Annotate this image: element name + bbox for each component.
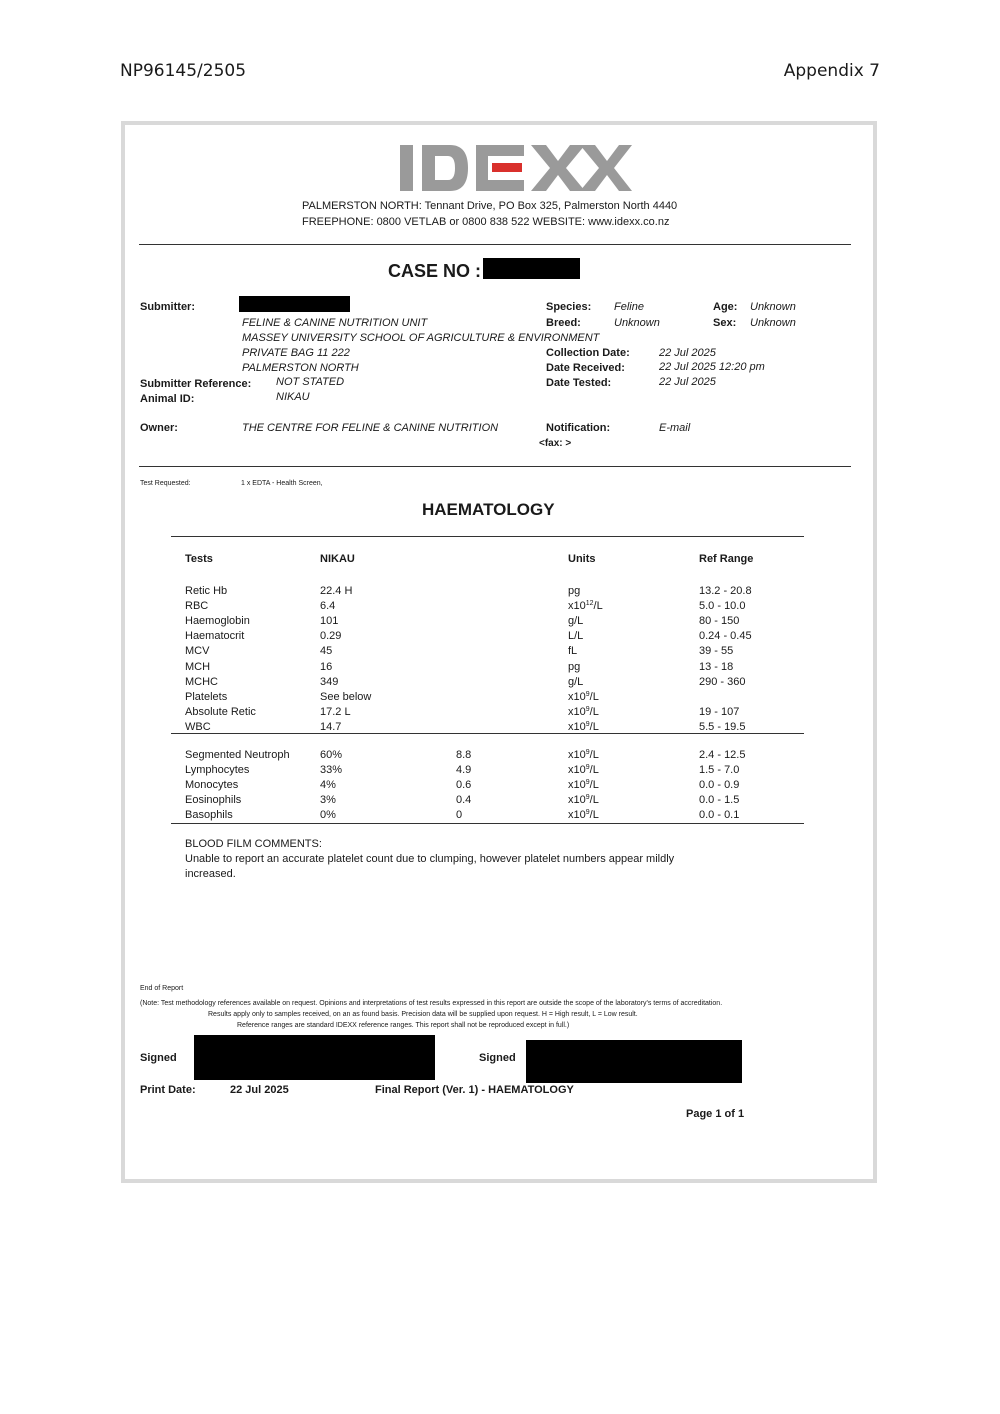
animal-id-value: NIKAU <box>276 391 310 403</box>
reference-range: 1.5 - 7.0 <box>699 764 740 776</box>
submitter-reference-label: Submitter Reference: <box>140 378 252 390</box>
test-name: Platelets <box>185 690 228 703</box>
collection-date-label: Collection Date: <box>546 347 630 359</box>
reference-range: 13 - 18 <box>699 660 734 673</box>
signature-redaction <box>194 1035 435 1080</box>
units-tail: /L <box>589 720 599 733</box>
test-requested-label: Test Requested: <box>140 480 191 487</box>
owner-value: THE CENTRE FOR FELINE & CANINE NUTRITION <box>242 422 499 434</box>
units-tail: /L <box>589 749 599 761</box>
units-cell <box>568 661 580 673</box>
test-result: 16 <box>320 660 333 673</box>
reference-range: 19 - 107 <box>699 705 740 718</box>
test-name: Retic Hb <box>185 585 228 597</box>
reference-range: 2.4 - 12.5 <box>699 749 746 761</box>
column-header-units: Units <box>568 553 596 565</box>
column-header-ref-range: Ref Range <box>699 553 754 565</box>
date-tested-label: Date Tested: <box>546 377 612 389</box>
test-result: 6.4 <box>320 600 336 613</box>
units-base: x10 <box>568 600 586 613</box>
test-name: Eosinophils <box>185 794 242 806</box>
test-result: 349 <box>320 675 339 688</box>
page-number: Page 1 of 1 <box>686 1108 745 1120</box>
units-exponent: 9 <box>585 779 590 786</box>
test-name: Monocytes <box>185 779 239 791</box>
blood-film-comment: increased. <box>185 868 236 880</box>
table-mid-rule <box>171 733 804 734</box>
species-value: Feline <box>614 301 644 313</box>
units-cell <box>568 721 599 733</box>
units-cell <box>568 809 599 821</box>
test-percent: 3% <box>320 794 336 806</box>
units-exponent: 9 <box>585 749 590 756</box>
test-name: Lymphocytes <box>185 764 250 776</box>
end-of-report: End of Report <box>140 985 184 992</box>
units-exponent: 9 <box>585 705 590 713</box>
owner-label: Owner: <box>140 422 178 434</box>
final-report-label: Final Report (Ver. 1) - HAEMATOLOGY <box>375 1084 574 1096</box>
signed-label: Signed <box>140 1052 177 1064</box>
date-received-value: 22 Jul 2025 12:20 pm <box>659 361 765 373</box>
submitter-line: PRIVATE BAG 11 222 <box>242 347 350 359</box>
breed-label: Breed: <box>546 317 581 329</box>
units-cell <box>568 691 599 703</box>
test-name: RBC <box>185 600 209 613</box>
reference-range: 0.24 - 0.45 <box>699 630 752 643</box>
age-label: Age: <box>713 301 738 313</box>
reference-range: 290 - 360 <box>699 675 746 688</box>
units-base: g/L <box>568 615 584 628</box>
methodology-note: (Note: Test methodology references available on request. Opinions and interpretations of test results expressed in this report are outside the scope of the laboratory's terms of accreditation. <box>140 1000 723 1007</box>
test-absolute: 4.9 <box>456 764 472 776</box>
case-number-label: CASE NO : <box>388 261 482 281</box>
test-result: 22.4 H <box>320 585 353 597</box>
lab-contact: FREEPHONE: 0800 VETLAB or 0800 838 522 WEBSITE: www.idexx.co.nz <box>302 216 670 228</box>
units-cell <box>568 794 599 806</box>
reference-range: 39 - 55 <box>699 645 734 658</box>
units-base: x10 <box>568 749 586 761</box>
reference-range: 5.0 - 10.0 <box>699 600 746 613</box>
units-base: fL <box>568 645 578 658</box>
units-exponent: 9 <box>585 764 590 771</box>
units-base: g/L <box>568 675 584 688</box>
units-base: x10 <box>568 764 586 776</box>
lab-report <box>121 121 877 1183</box>
idexx-logo <box>398 143 632 193</box>
lab-address: PALMERSTON NORTH: Tennant Drive, PO Box 325, Palmerston North 4440 <box>302 200 678 212</box>
units-cell <box>568 600 603 612</box>
methodology-note: Reference ranges are standard IDEXX reference ranges. This report shall not be reproduced except in full.) <box>237 1022 570 1029</box>
units-base: x10 <box>568 794 586 806</box>
units-tail: /L <box>593 600 603 613</box>
units-tail: /L <box>589 809 599 821</box>
table-bottom-rule <box>171 823 804 824</box>
reference-range: 0.0 - 0.1 <box>699 809 740 821</box>
divider <box>139 244 851 245</box>
test-name: Basophils <box>185 809 233 821</box>
test-name: Haemoglobin <box>185 615 250 628</box>
collection-date-value: 22 Jul 2025 <box>659 347 716 359</box>
units-tail: /L <box>589 794 599 806</box>
column-header-result: NIKAU <box>320 553 355 565</box>
units-exponent: 12 <box>585 600 594 608</box>
test-result: 0.29 <box>320 630 342 643</box>
test-absolute: 0 <box>456 809 463 821</box>
units-exponent: 9 <box>585 794 590 801</box>
units-cell <box>568 585 580 597</box>
blood-film-comment: Unable to report an accurate platelet count due to clumping, however platelet numbers appear mildly <box>185 853 675 865</box>
units-base: L/L <box>568 630 584 643</box>
print-date-value: 22 Jul 2025 <box>230 1084 289 1096</box>
test-name: Segmented Neutroph <box>185 749 290 761</box>
blood-film-comments-title: BLOOD FILM COMMENTS: <box>185 838 322 850</box>
notification-label: Notification: <box>546 422 611 434</box>
appendix-label: Appendix 7 <box>783 61 880 81</box>
submitter-line: MASSEY UNIVERSITY SCHOOL OF AGRICULTURE & ENVIRONMENT <box>242 332 600 344</box>
units-tail: /L <box>589 779 599 791</box>
units-base: pg <box>568 660 581 673</box>
test-percent: 60% <box>320 749 343 761</box>
section-title: HAEMATOLOGY <box>422 500 555 519</box>
breed-value: Unknown <box>614 317 660 329</box>
species-label: Species: <box>546 301 592 313</box>
units-cell <box>568 615 583 627</box>
date-tested-value: 22 Jul 2025 <box>659 376 716 388</box>
signed-label: Signed <box>479 1052 516 1064</box>
sex-value: Unknown <box>750 317 796 329</box>
test-result: 17.2 L <box>320 705 351 718</box>
test-result: 45 <box>320 645 333 658</box>
units-tail: /L <box>589 764 599 776</box>
units-cell <box>568 779 599 791</box>
submitter-name-redaction <box>239 296 350 312</box>
units-cell <box>568 645 577 657</box>
units-exponent: 9 <box>585 720 590 728</box>
submitter-label: Submitter: <box>140 301 195 313</box>
test-name: MCHC <box>185 675 218 688</box>
date-received-label: Date Received: <box>546 362 625 374</box>
submitter-line: FELINE & CANINE NUTRITION UNIT <box>242 317 428 329</box>
units-base: x10 <box>568 690 586 703</box>
test-result: 101 <box>320 615 339 628</box>
table-top-rule <box>171 536 804 537</box>
animal-id-label: Animal ID: <box>140 393 195 405</box>
test-result: 14.7 <box>320 720 342 733</box>
units-base: pg <box>568 585 581 597</box>
test-name: Absolute Retic <box>185 705 256 718</box>
document-reference: NP96145/2505 <box>120 61 247 81</box>
case-number-redaction <box>483 258 580 279</box>
test-absolute: 0.4 <box>456 794 472 806</box>
signature-redaction <box>526 1040 742 1083</box>
test-name: MCV <box>185 645 210 658</box>
test-percent: 0% <box>320 809 336 821</box>
methodology-note: Results apply only to samples received, on an as found basis. Precision data will be supplied upon request. H = High result, L = Low result. <box>208 1011 638 1018</box>
test-name: WBC <box>185 720 211 733</box>
divider <box>139 466 851 467</box>
units-base: x10 <box>568 809 586 821</box>
reference-range: 5.5 - 19.5 <box>699 720 746 733</box>
units-base: x10 <box>568 705 586 718</box>
units-base: x10 <box>568 720 586 733</box>
print-date-label: Print Date: <box>140 1084 196 1096</box>
test-requested-value: 1 x EDTA - Health Screen, <box>241 480 323 487</box>
test-percent: 33% <box>320 764 343 776</box>
units-tail: /L <box>589 690 599 703</box>
test-percent: 4% <box>320 779 336 791</box>
units-tail: /L <box>589 705 599 718</box>
submitter-reference-value: NOT STATED <box>276 376 345 388</box>
reference-range: 13.2 - 20.8 <box>699 585 752 597</box>
units-cell <box>568 676 583 688</box>
test-result: See below <box>320 690 372 703</box>
units-cell <box>568 749 599 761</box>
reference-range: 0.0 - 0.9 <box>699 779 740 791</box>
units-cell <box>568 764 599 776</box>
units-cell <box>568 630 583 642</box>
submitter-line: PALMERSTON NORTH <box>242 362 359 374</box>
reference-range: 80 - 150 <box>699 615 740 628</box>
test-name: MCH <box>185 660 211 673</box>
test-absolute: 0.6 <box>456 779 472 791</box>
test-absolute: 8.8 <box>456 749 472 761</box>
age-value: Unknown <box>750 301 796 313</box>
units-exponent: 9 <box>585 809 590 816</box>
sex-label: Sex: <box>713 317 737 329</box>
units-exponent: 9 <box>585 690 590 698</box>
fax-label: <fax: > <box>539 438 572 449</box>
reference-range: 0.0 - 1.5 <box>699 794 740 806</box>
notification-value: E-mail <box>659 422 691 434</box>
units-cell <box>568 706 599 718</box>
test-name: Haematocrit <box>185 630 245 643</box>
units-base: x10 <box>568 779 586 791</box>
column-header-tests: Tests <box>185 553 213 565</box>
